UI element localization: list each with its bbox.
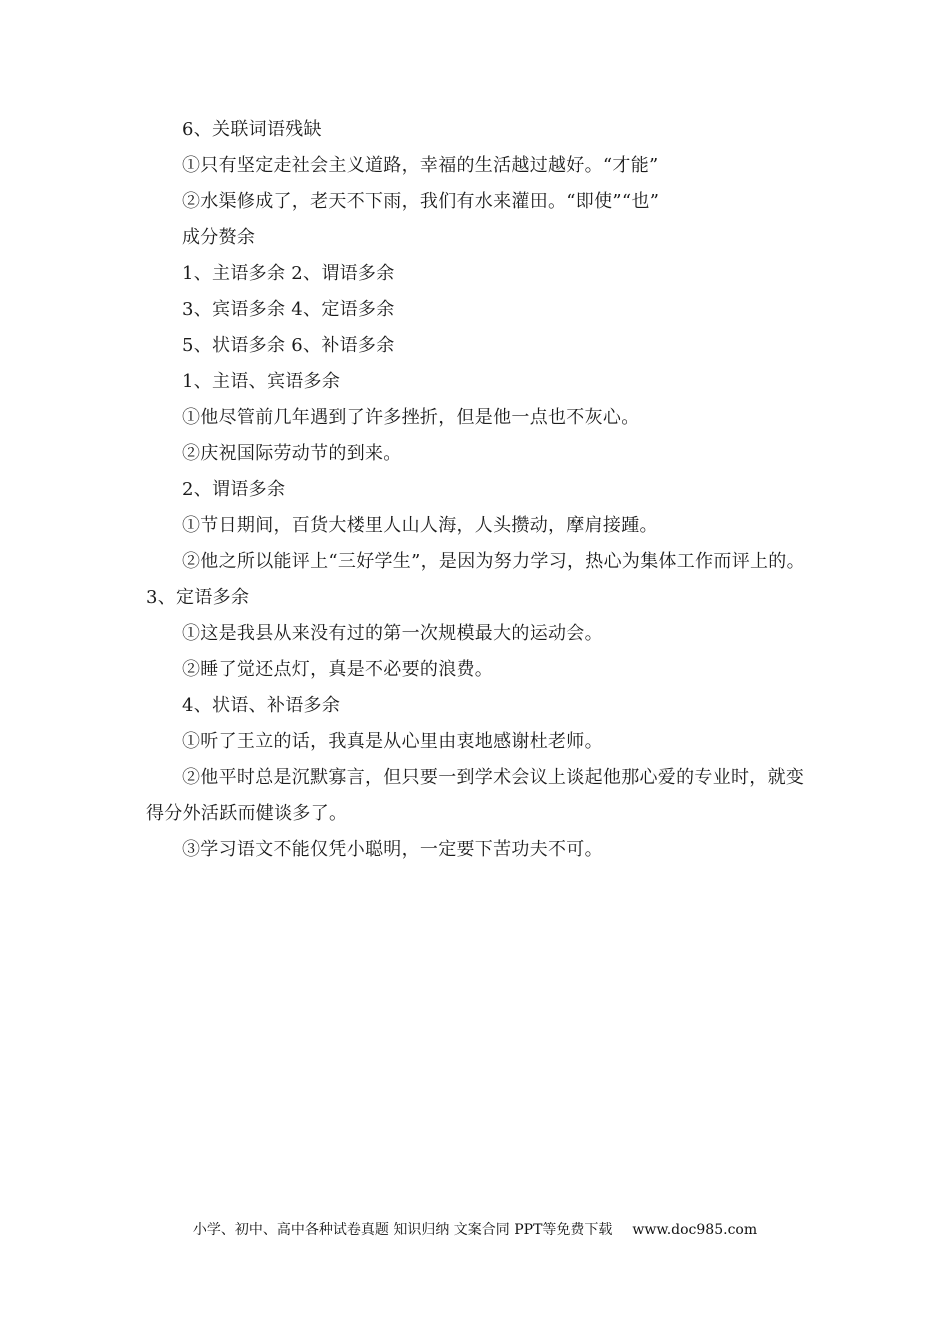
example-line: ②睡了觉还点灯，真是不必要的浪费。 — [182, 659, 494, 680]
example-line: ②水渠修成了，老天不下雨，我们有水来灌田。“即使”“也” — [182, 191, 660, 212]
example-paragraph: ②他平时总是沉默寡言，但只要一到学术会议上谈起他那心爱的专业时，就变得分外活跃而健谈多了。 — [146, 767, 805, 824]
footer-text: 小学、初中、高中各种试卷真题 知识归纳 文案合同 PPT等免费下载 — [192, 1222, 613, 1238]
page-footer — [0, 1219, 950, 1241]
example-line: ②庆祝国际劳动节的到来。 — [182, 443, 402, 464]
footer-site-link[interactable]: www.doc985.com — [632, 1222, 758, 1238]
example-line: ③学习语文不能仅凭小聪明，一定要下苦功夫不可。 — [182, 839, 603, 860]
list-line: 5、状语多余 6、补语多余 — [182, 335, 395, 356]
example-line: ①这是我县从来没有过的第一次规模最大的运动会。 — [182, 623, 603, 644]
example-line: ①他尽管前几年遇到了许多挫折，但是他一点也不灰心。 — [182, 407, 640, 428]
example-line: ①听了王立的话，我真是从心里由衷地感谢杜老师。 — [182, 731, 603, 752]
heading-adverbial-complement: 4、状语、补语多余 — [182, 695, 341, 716]
heading-predicate: 2、谓语多余 — [182, 479, 286, 500]
example-line: ①只有坚定走社会主义道路，幸福的生活越过越好。“才能” — [182, 155, 659, 176]
example-line: ①节日期间，百货大楼里人山人海，人头攒动，摩肩接踵。 — [182, 515, 658, 536]
document-body — [146, 112, 806, 868]
list-line: 3、宾语多余 4、定语多余 — [182, 299, 395, 320]
list-line: 1、主语多余 2、谓语多余 — [182, 263, 395, 284]
example-paragraph: ②他之所以能评上“三好学生”，是因为努力学习，热心为集体工作而评上的。 — [182, 551, 805, 572]
heading-subject-object: 1、主语、宾语多余 — [182, 371, 341, 392]
heading-conjunction-missing: 6、关联词语残缺 — [182, 119, 322, 140]
section-title-redundancy: 成分赘余 — [182, 227, 256, 248]
heading-attributive: 3、定语多余 — [146, 587, 250, 608]
